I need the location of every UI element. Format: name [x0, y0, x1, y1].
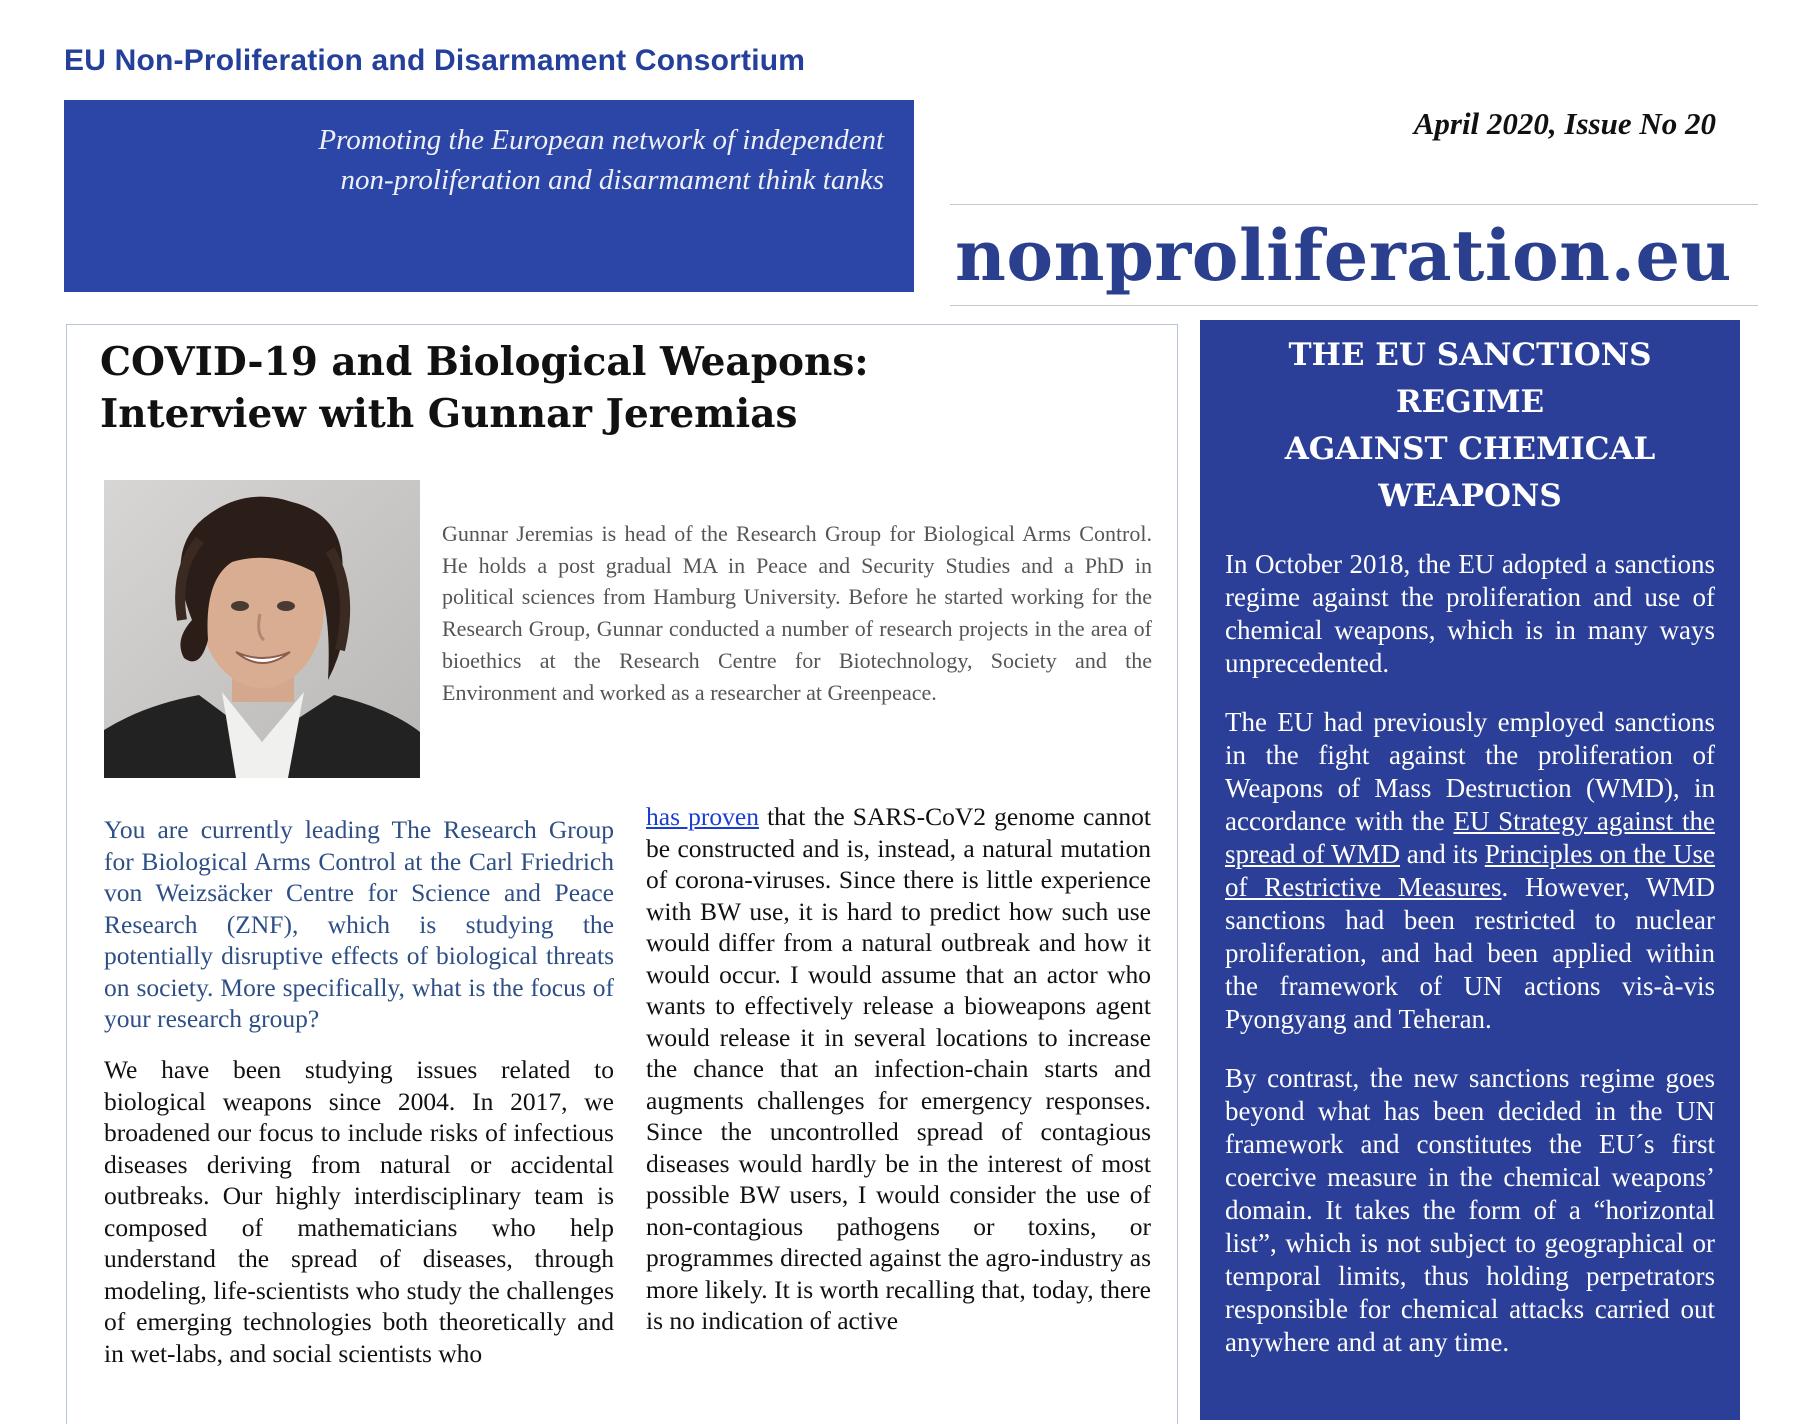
article-title-line-2: Interview with Gunnar Jeremias: [100, 391, 798, 437]
org-name: EU Non-Proliferation and Disarmament Consortium: [64, 44, 806, 77]
sidebar-paragraph-1: In October 2018, the EU adopted a sanctions regime against the proliferation and use of chemical weapons, which is in many ways unprecedented.: [1225, 549, 1715, 678]
article-column-2-text: that the SARS-CoV2 genome cannot be constructed and is, instead, a natural mutation of corona-viruses. Since there is little experience with BW use, it is hard to predict how such use would differ from a natural outbreak and how it would occur. I would assume that an actor who wants to effectively release a bioweapons agent would release it in several locations to increase the chance that an infection-chain starts and augments challenges for emergency responses. Since the uncontrolled spread of contagious diseases would hardly be in the interest of most possible BW users, I would consider the use of non-contagious pathogens or toxins, or programmes directed against the agro-industry as more likely. It is worth recalling that, today, there is no indication of active: [646, 802, 1151, 1335]
site-wordmark: nonproliferation.eu: [955, 214, 1732, 297]
sidebar-heading-line-2: AGAINST CHEMICAL WEAPONS: [1284, 431, 1656, 514]
article-column-2: [646, 801, 1151, 1337]
header-divider-bottom: [950, 305, 1758, 306]
portrait-illustration: [104, 480, 420, 778]
article-title-line-1: COVID-19 and Biological Weapons:: [100, 339, 869, 385]
sidebar-p2-text-c: . However, WMD sanctions had been restricted to nuclear proliferation, and had been applied within the framework of UN actions vis-à-vis Pyongyang and Teheran.: [1225, 872, 1715, 1034]
has-proven-link[interactable]: has proven: [646, 802, 759, 831]
article-title: [100, 336, 1100, 440]
sidebar-paragraph-2: [1225, 706, 1715, 1036]
header-divider-top: [950, 204, 1758, 205]
interview-question: You are currently leading The Research Group for Biological Arms Control at the Carl Friedrich von Weizsäcker Centre for Science and Peace Research (ZNF), which is studying the potentially disruptive effects of biological threats on society. More specifically, what is the focus of your research group?: [104, 815, 614, 1033]
tagline-line-1: Promoting the European network of independent: [318, 124, 884, 156]
sidebar-p2-text-b: and its: [1399, 839, 1485, 869]
tagline-banner: [64, 100, 914, 292]
sidebar-box: [1200, 320, 1740, 1420]
eu-strategy-link[interactable]: EU Strategy against the spread of WMD: [1225, 806, 1715, 869]
sidebar-heading: [1225, 332, 1715, 520]
sidebar-p2-text-a: The EU had previously employed sanctions in the fight against the proliferation of Weapons of Mass Destruction (WMD), in accordance with the: [1225, 707, 1715, 836]
interview-answer: We have been studying issues related to biological weapons since 2004. In 2017, we broadened our focus to include risks of infectious diseases deriving from natural or accidental outbreaks. Our highly interdisciplinary team is composed of mathematicians who help understand the spread of diseases, through modeling, life-scientists who study the challenges of emerging technologies both theoretically and in wet-labs, and social scientists who: [104, 1055, 614, 1368]
tagline: [318, 120, 884, 200]
sidebar-heading-line-1: THE EU SANCTIONS REGIME: [1288, 337, 1652, 420]
tagline-line-2: non-proliferation and disarmament think tanks: [340, 164, 884, 196]
author-bio: Gunnar Jeremias is head of the Research Group for Biological Arms Control. He holds a post gradual MA in Peace and Security Studies and a PhD in political sciences from Hamburg University. Before he started working for the Research Group, Gunnar conducted a number of research projects in the area of bioethics at the Research Centre for Biotechnology, Society and the Environment and worked as a researcher at Greenpeace.: [442, 521, 1152, 705]
issue-date: April 2020, Issue No 20: [1413, 106, 1716, 141]
sidebar-paragraph-3: By contrast, the new sanctions regime goes beyond what has been decided in the UN framework and constitutes the EU´s first coercive measure in the chemical weapons’ domain. It takes the form of a “horizontal list”, which is not subject to geographical or temporal limits, thus holding perpetrators responsible for chemical attacks carried out anywhere and at any time.: [1225, 1063, 1715, 1357]
restrictive-measures-link[interactable]: Principles on the Use of Restrictive Measures: [1225, 839, 1716, 902]
portrait-photo: [104, 480, 420, 778]
